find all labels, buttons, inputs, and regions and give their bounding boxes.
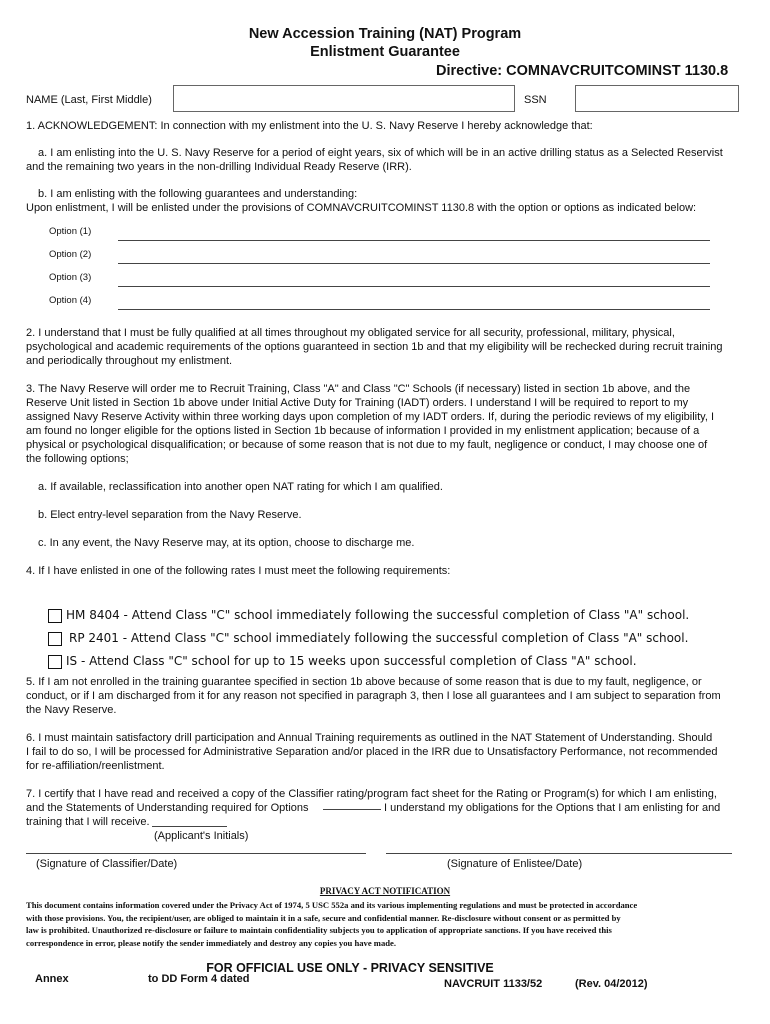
is-checkbox[interactable] — [48, 655, 62, 669]
section-7-line2a: and the Statements of Understanding required for Options — [26, 802, 309, 814]
section-2-line2: psychological and academic requirements of the options guaranteed in section 1b and that my eligibility will be rechecked during recruit training — [26, 341, 723, 353]
name-field[interactable] — [173, 85, 515, 112]
option-1-line[interactable] — [118, 240, 710, 241]
dd-form-label: to DD Form 4 dated — [148, 973, 250, 985]
directive: Directive: COMNAVCRUITCOMINST 1130.8 — [436, 63, 729, 79]
enlistee-signature-line[interactable] — [386, 853, 732, 854]
section-6-line2: I fail to do so, I will be processed for Administrative Separation and/or placed in the IRR due to Unsatisfactory Performance, not recommended — [26, 746, 718, 758]
section-5-line3: the Navy Reserve. — [26, 704, 117, 716]
options-initials-line[interactable] — [323, 809, 381, 810]
rp-2401-label: RP 2401 - Attend Class "C" school immediately following the successful completion of Class "A" school. — [69, 631, 689, 645]
section-1-heading: 1. ACKNOWLEDGEMENT: In connection with my enlistment into the U. S. Navy Reserve I hereby acknowledge that: — [26, 120, 593, 132]
option-2-line[interactable] — [118, 263, 710, 264]
form-number: NAVCRUIT 1133/52 — [444, 978, 543, 990]
privacy-line-4: correspondence in error, please notify the sender immediately and destroy any copies you have made. — [26, 937, 396, 948]
hm-8404-label: HM 8404 - Attend Class "C" school immediately following the successful completion of Class "A" school. — [66, 608, 690, 622]
section-7-line2b: I understand my obligations for the Options that I am enlisting for and — [384, 802, 721, 814]
section-2-line3: and periodically throughout my enlistment. — [26, 355, 233, 367]
form-title: New Accession Training (NAT) Program — [248, 26, 522, 42]
section-1a-line1: a. I am enlisting into the U. S. Navy Reserve for a period of eight years, six of which will be in an active drilling status as a Selected Reservist — [38, 147, 723, 159]
applicant-initials-line[interactable] — [152, 826, 227, 827]
classifier-signature-label: (Signature of Classifier/Date) — [36, 858, 178, 870]
section-7-line3: training that I will receive. — [26, 816, 150, 828]
section-3-line6: the following options; — [26, 453, 129, 465]
option-1-label: Option (1) — [49, 226, 92, 237]
hm-8404-checkbox[interactable] — [48, 609, 62, 623]
section-6-line1: 6. I must maintain satisfactory drill participation and Annual Training requirements as outlined in the NAT Statement of Understanding. Should — [26, 732, 713, 744]
privacy-line-2: with those provisions. You, the recipient/user, are obliged to maintain it in a safe, secure and confidential manner. Re-disclosure without consent or as permitted by — [26, 912, 621, 923]
rp-2401-checkbox[interactable] — [48, 632, 62, 646]
section-3-line5: physical or psychological disqualification; or because of some reason that is not due to my fault, negligence or conduct, I may choose one of — [26, 439, 708, 451]
section-3-line3: assigned Navy Reserve Activity within three working days upon completion of my IADT orders. If, during the periodic reviews of my eligibility, I — [26, 411, 714, 423]
option-3-label: Option (3) — [49, 272, 92, 283]
section-3-line1: 3. The Navy Reserve will order me to Recruit Training, Class "A" and Class "C" Schools (if necessary) listed in section 1b above, and the — [26, 383, 691, 395]
classifier-signature-line[interactable] — [26, 853, 366, 854]
annex-label: Annex — [35, 973, 69, 985]
option-4-line[interactable] — [118, 309, 710, 310]
section-2-line1: 2. I understand that I must be fully qualified at all times throughout my obligated service for all security, professional, military, physical, — [26, 327, 675, 339]
privacy-line-3: law is prohibited. Unauthorized re-disclosure or failure to maintain confidentiality subjects you to application of appropriate sanctions. If you have received this — [26, 925, 612, 935]
is-label: IS - Attend Class "C" school for up to 15 weeks upon successful completion of Class "A" school. — [66, 654, 637, 668]
section-7-line1: 7. I certify that I have read and received a copy of the Classifier rating/program fact sheet for the Rating or Program(s) for which I am enlisting, — [26, 788, 717, 800]
privacy-act-heading: PRIVACY ACT NOTIFICATION — [319, 886, 451, 896]
section-5-line1: 5. If I am not enrolled in the training guarantee specified in section 1b above because of some reason that is due to my fault, negligence, or — [26, 676, 702, 688]
ssn-field[interactable] — [575, 85, 739, 112]
privacy-line-1: This document contains information covered under the Privacy Act of 1974, 5 USC 552a and its various implementing regulations and must be protected in accordance — [26, 900, 638, 910]
section-3-option-c: c. In any event, the Navy Reserve may, at its option, choose to discharge me. — [38, 537, 415, 549]
revision-date: (Rev. 04/2012) — [575, 978, 648, 990]
section-3-line2: Reserve Unit listed in Section 1b above under Initial Active Duty for Training (IADT) orders. I understand I will be required to report to my — [26, 397, 689, 409]
option-4-label: Option (4) — [49, 295, 92, 306]
option-3-line[interactable] — [118, 286, 710, 287]
section-1b-line2: Upon enlistment, I will be enlisted under the provisions of COMNAVCRUITCOMINST 1130.8 with the option or options as indicated below: — [26, 202, 697, 214]
option-2-label: Option (2) — [49, 249, 92, 260]
section-1b-line1: b. I am enlisting with the following guarantees and understanding: — [38, 188, 358, 200]
privacy-act-text — [26, 899, 637, 949]
section-4-heading: 4. If I have enlisted in one of the following rates I must meet the following requirements: — [26, 565, 451, 577]
section-3-option-b: b. Elect entry-level separation from the Navy Reserve. — [38, 509, 302, 521]
section-3-option-a: a. If available, reclassification into another open NAT rating for which I am qualified. — [38, 481, 443, 493]
section-1a-line2: and the remaining two years in the non-drilling Individual Ready Reserve (IRR). — [26, 161, 412, 173]
section-3-line4: am found no longer eligible for the options listed in Section 1b because of information I provided in my enlistment application; because of a — [26, 425, 700, 437]
applicant-initials-label: (Applicant's Initials) — [154, 830, 249, 842]
ssn-label: SSN — [524, 94, 547, 106]
fouo-banner: FOR OFFICIAL USE ONLY - PRIVACY SENSITIVE — [206, 961, 494, 975]
form-subtitle: Enlistment Guarantee — [310, 44, 460, 60]
enlistee-signature-label: (Signature of Enlistee/Date) — [447, 858, 583, 870]
section-5-line2: conduct, or if I am discharged from it for any reason not specified in paragraph 3, then I lose all guarantees and I am subject to separation from — [26, 690, 721, 702]
name-label: NAME (Last, First Middle) — [26, 94, 152, 106]
section-6-line3: for re-affiliation/reenlistment. — [26, 760, 165, 772]
